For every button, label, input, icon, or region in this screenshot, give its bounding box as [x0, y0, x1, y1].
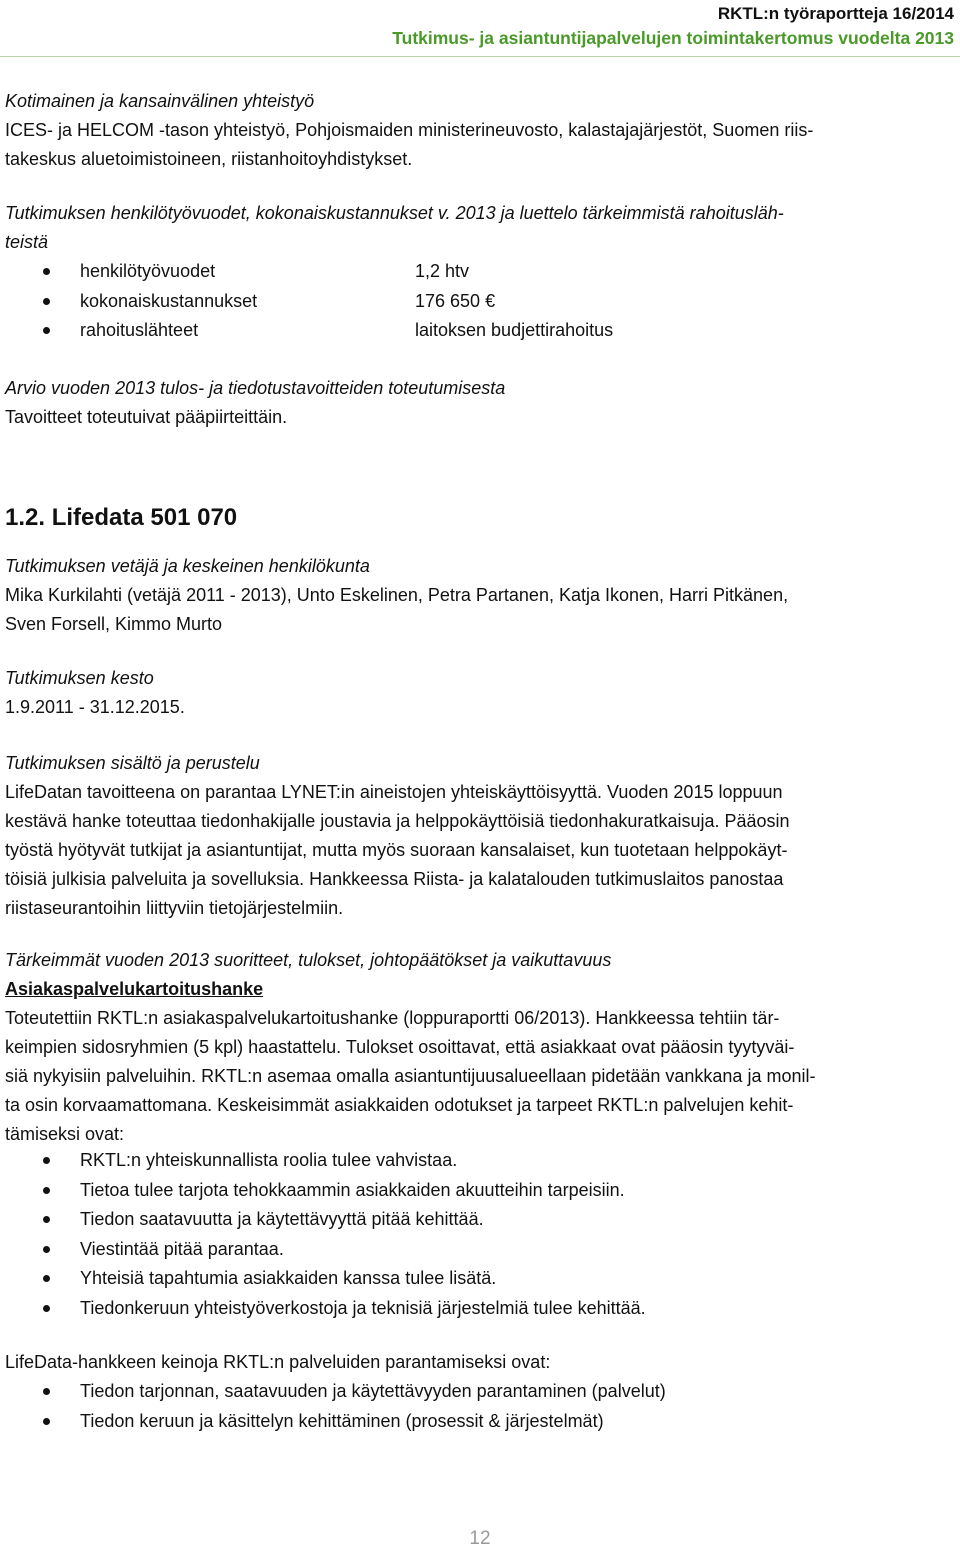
resource-value: 1,2 htv [415, 261, 470, 281]
results-heading: Tärkeimmät vuoden 2013 suoritteet, tulokset, johtopäätökset ja vaikuttavuus [5, 950, 612, 970]
survey-line: siä nykyisiin palveluihin. RKTL:n asemaa omalla asiantuntijuusalueellaan pidetään vankkana ja monil- [5, 1066, 816, 1086]
evaluation-section [5, 374, 955, 432]
resource-key: henkilötyövuodet [80, 261, 216, 281]
survey-line: keimpien sidosryhmien (5 kpl) haastattelu. Tulokset osoittavat, että asiakkaat ovat pääosin tyytyväi- [5, 1037, 795, 1057]
cooperation-line: takeskus aluetoimistoineen, riistanhoitoyhdistykset. [5, 149, 413, 169]
means-list [5, 1377, 955, 1436]
cooperation-line: ICES- ja HELCOM -tason yhteistyö, Pohjoismaiden ministerineuvosto, kalastajajärjestöt, Suomen riis- [5, 120, 814, 140]
results-section [5, 946, 955, 1149]
evaluation-text: Tavoitteet toteutuivat pääpiirteittäin. [5, 407, 288, 427]
resource-key: rahoituslähteet [80, 320, 199, 340]
list-item [5, 257, 955, 287]
list-item: Yhteisiä tapahtumia asiakkaiden kanssa tulee lisätä. [5, 1264, 955, 1294]
resources-list [5, 257, 955, 346]
cooperation-heading: Kotimainen ja kansainvälinen yhteistyö [5, 91, 315, 111]
project-section [5, 503, 955, 533]
list-item: Tiedon keruun ja käsittelyn kehittäminen (prosessit & järjestelmät) [5, 1407, 955, 1437]
list-item: Tietoa tulee tarjota tehokkaammin asiakkaiden akuutteihin tarpeisiin. [5, 1176, 955, 1206]
staff-section [5, 552, 955, 639]
list-item: Tiedon saatavuutta ja käytettävyyttä pitää kehittää. [5, 1205, 955, 1235]
duration-section [5, 664, 955, 722]
page-header [392, 2, 954, 50]
resources-heading: teistä [5, 232, 49, 252]
report-title: Tutkimus- ja asiantuntijapalvelujen toimintakertomus vuodelta 2013 [392, 28, 954, 48]
staff-line: Sven Forsell, Kimmo Murto [5, 614, 223, 634]
content-line: kestävä hanke toteuttaa tiedonhakijalle joustavia ja helppokäyttöisiä tiedonhakuratkaisuja. Pääosin [5, 811, 790, 831]
staff-heading: Tutkimuksen vetäjä ja keskeinen henkilökunta [5, 556, 370, 576]
project-title: 1.2. Lifedata 501 070 [5, 504, 238, 531]
staff-line: Mika Kurkilahti (vetäjä 2011 - 2013), Unto Eskelinen, Petra Partanen, Katja Ikonen, Harri Pitkänen, [5, 585, 789, 605]
means-section [5, 1348, 955, 1377]
list-item: Tiedonkeruun yhteistyöverkostoja ja teknisiä järjestelmiä tulee kehittää. [5, 1294, 955, 1324]
list-item [5, 316, 955, 346]
duration-value: 1.9.2011 - 31.12.2015. [5, 697, 185, 717]
survey-line: Toteutettiin RKTL:n asiakaspalvelukartoitushanke (loppuraportti 06/2013). Hankkeessa tehtiin tär- [5, 1008, 780, 1028]
survey-heading: Asiakaspalvelukartoitushanke [5, 979, 264, 999]
list-item [5, 287, 955, 317]
needs-list [5, 1146, 955, 1323]
resource-value: 176 650 € [415, 290, 496, 311]
content-heading: Tutkimuksen sisältö ja perustelu [5, 753, 260, 773]
survey-line: tämiseksi ovat: [5, 1124, 125, 1144]
page-number: 12 [469, 1528, 491, 1549]
content-line: riistaseurantoihin liittyviin tietojärjestelmiin. [5, 898, 344, 918]
evaluation-heading: Arvio vuoden 2013 tulos- ja tiedotustavoitteiden toteutumisesta [5, 378, 506, 398]
resource-value: laitoksen budjettirahoitus [415, 320, 614, 340]
content-line: töisiä julkisia palveluita ja sovelluksia. Hankkeessa Riista- ja kalatalouden tutkimuslaitos panostaa [5, 869, 784, 889]
header-divider [0, 56, 960, 57]
content-line: työstä hyötyvät tutkijat ja asiantuntijat, mutta myös suoraan kansalaiset, kun tuotetaan helppokäyt- [5, 840, 788, 860]
cooperation-section [5, 87, 955, 174]
resources-heading: Tutkimuksen henkilötyövuodet, kokonaiskustannukset v. 2013 ja luettelo tärkeimmistä rahoitusläh- [5, 203, 784, 223]
resource-key: kokonaiskustannukset [80, 290, 258, 311]
list-item: RKTL:n yhteiskunnallista roolia tulee vahvistaa. [5, 1146, 955, 1176]
report-series: RKTL:n työraportteja 16/2014 [717, 4, 954, 23]
content-section [5, 749, 955, 923]
content-line: LifeDatan tavoitteena on parantaa LYNET:in aineistojen yhteiskäyttöisyyttä. Vuoden 2015 loppuun [5, 782, 783, 802]
list-item: Viestintää pitää parantaa. [5, 1235, 955, 1265]
duration-heading: Tutkimuksen kesto [5, 668, 154, 688]
list-item: Tiedon tarjonnan, saatavuuden ja käytettävyyden parantaminen (palvelut) [5, 1377, 955, 1407]
means-heading: LifeData-hankkeen keinoja RKTL:n palveluiden parantamiseksi ovat: [5, 1352, 551, 1372]
resources-section [5, 199, 955, 257]
survey-line: ta osin korvaamattomana. Keskeisimmät asiakkaiden odotukset ja tarpeet RKTL:n palvelujen kehit- [5, 1095, 794, 1115]
